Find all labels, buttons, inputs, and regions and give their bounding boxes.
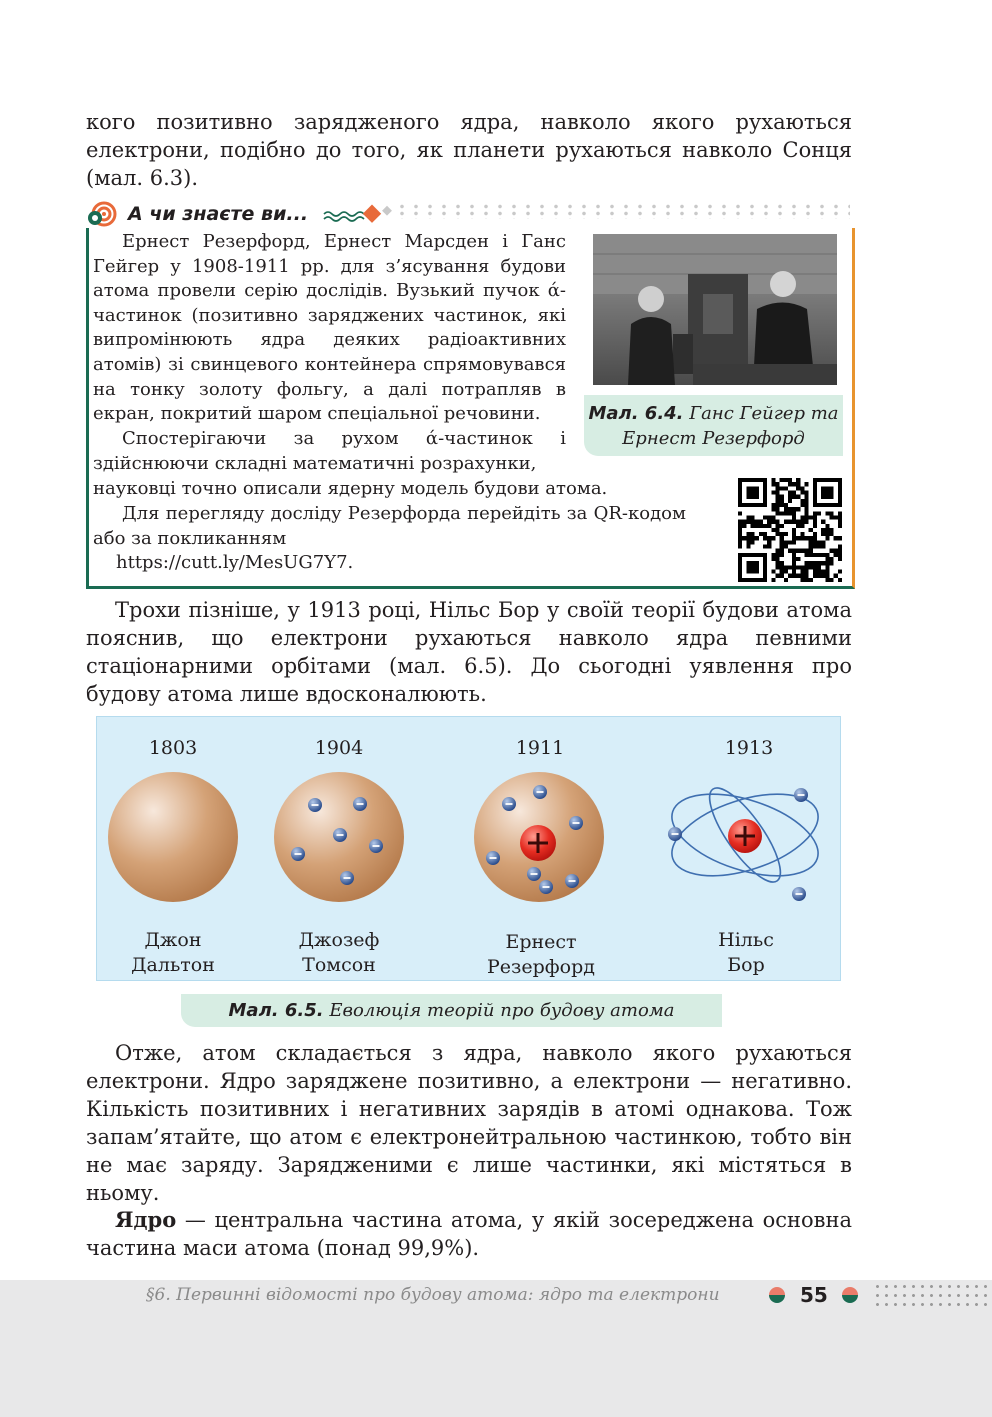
definition-term: Ядро <box>115 1207 177 1232</box>
qr-code-icon[interactable] <box>738 478 842 582</box>
footer-dots <box>873 1282 992 1310</box>
definition-paragraph <box>86 1206 852 1262</box>
decorative-wave-icon <box>322 202 394 226</box>
model-name-4 <box>666 928 826 978</box>
target-icon <box>86 201 120 227</box>
thomson-atom-model <box>274 772 404 902</box>
summary-paragraph: Отже, атом складається з ядра, навколо якого рухаються електрони. Ядро заряджене позитивно, а електрони — негативно. Кількість позитивних і негативних зарядів в атомі однакова. Тож запам’ятайте, що атом є електронейтральною частинкою, тобто він не має заряду. Зарядженими є лише частинки, які містяться в ньому. <box>86 1041 852 1205</box>
model-name-1-line1: Джон <box>144 929 202 951</box>
model-name-1-line2: Дальтон <box>131 954 215 976</box>
model-name-4-line2: Бор <box>727 954 765 976</box>
page-number: 55 <box>800 1283 828 1307</box>
model-name-2-line1: Джозеф <box>298 929 380 951</box>
figure-caption <box>181 994 722 1027</box>
model-name-4-line1: Нільс <box>718 929 774 951</box>
sidebox-paragraph-2b: науковці точно описали ядерну модель будови атома. <box>93 478 608 499</box>
rutherford-atom-model <box>474 772 604 902</box>
figure-caption-label: Мал. 6.5. <box>228 1000 324 1021</box>
sidebox-title: А чи знаєте ви... <box>128 203 309 225</box>
definition-text: — центральна частина атома, у якій зосереджена основна частина маси атома (понад 99,9%). <box>86 1208 852 1260</box>
photo-caption <box>584 395 843 456</box>
photo-caption-text: Ганс Гейгер та Ернест Резерфорд <box>622 403 839 449</box>
intro-paragraph: кого позитивно зарядженого ядра, навколо якого рухаються електрони, подібно до того, як планети рухаються навколо Сонця (мал. 6.3). <box>86 110 852 190</box>
header-dots <box>395 203 850 219</box>
model-name-2 <box>259 928 419 978</box>
atom-models-figure <box>96 716 841 981</box>
dalton-atom-model <box>108 772 238 902</box>
model-year-1: 1803 <box>148 737 198 759</box>
footer-section-title: §6. Первинні відомості про будову атома: ядро та електрони <box>146 1285 720 1305</box>
model-name-3-line2: Резерфорд <box>487 956 595 978</box>
bohr-paragraph: Трохи пізніше, у 1913 році, Нільс Бор у своїй теорії будови атома пояснив, що електрони рухаються навколо ядра певними стаціонарними орбітами (мал. 6.5). До сьогодні уявлення про будову атома лише вдосконалюють. <box>86 598 852 706</box>
geiger-rutherford-photo <box>593 234 837 385</box>
footer-dot-left-icon <box>768 1286 786 1304</box>
model-name-3-line1: Ернест <box>505 931 577 953</box>
model-year-3: 1911 <box>515 737 565 759</box>
model-name-1 <box>93 928 253 978</box>
footer-dot-right-icon <box>841 1286 859 1304</box>
sidebox-header <box>86 200 394 228</box>
model-year-4: 1913 <box>724 737 774 759</box>
photo-caption-label: Мал. 6.4. <box>588 403 684 424</box>
model-name-3 <box>461 930 621 980</box>
qr-link[interactable]: https://cutt.ly/MesUG7Y7. <box>116 552 354 573</box>
model-name-2-line2: Томсон <box>302 954 376 976</box>
sidebox-paragraph-2a: Спостерігаючи за рухом ά-частинок і здійснюючи складні математичні розрахунки, <box>93 428 566 474</box>
figure-caption-text: Еволюція теорій про будову атома <box>329 1000 675 1021</box>
sidebox-paragraph-1: Ернест Резерфорд, Ернест Марсден і Ганс Гейгер у 1908-1911 рр. для з’ясування будови атома провели серію дослідів. Вузький пучок ά-частинок (позитивно заряджених частинок, які випромінюють ядра деяких радіоактивних атомів) зі свинцевого контейнера спрямовувався на тонку золоту фольгу, а далі потрапляв в екран, покритий шаром спеціальної речовини. <box>93 231 566 425</box>
sidebox-paragraph-3: Для перегляду досліду Резерфорда перейдіть за QR-кодом або за покликанням <box>93 503 686 549</box>
model-year-2: 1904 <box>314 737 364 759</box>
